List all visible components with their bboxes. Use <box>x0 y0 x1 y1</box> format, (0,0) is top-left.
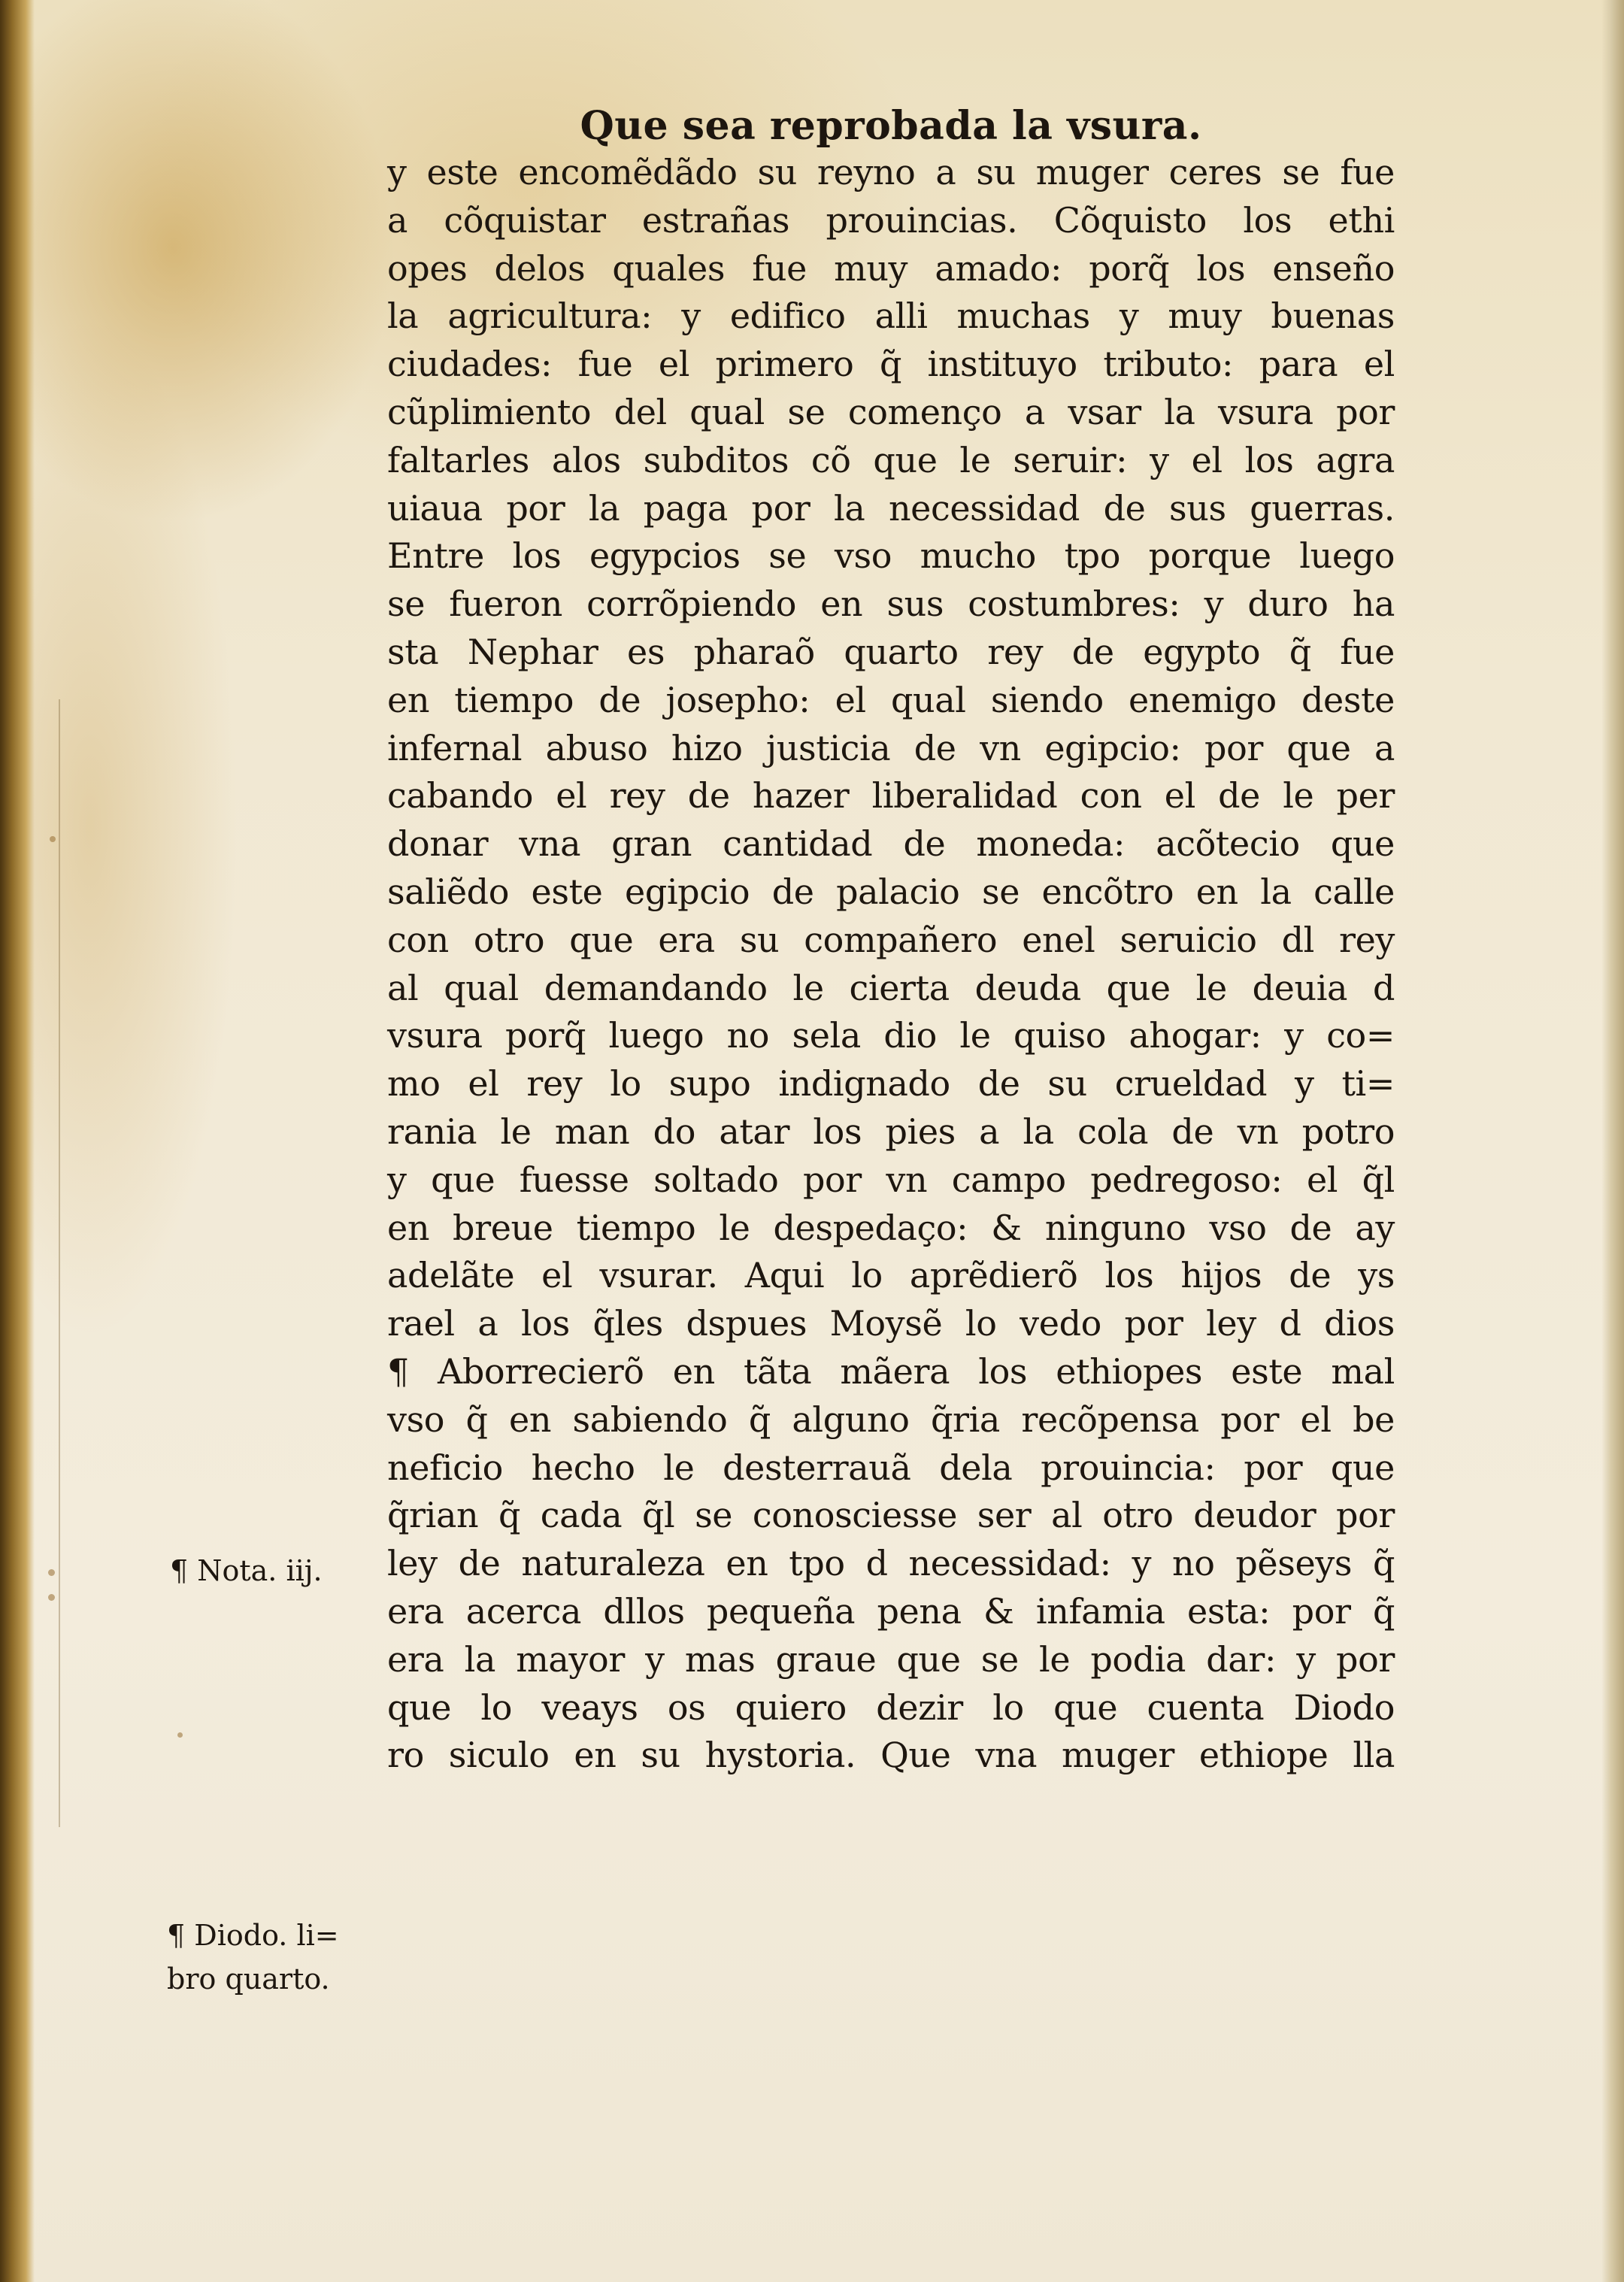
text-line: ciudades: fue el primero q̃ instituyo tributo: para el <box>387 344 1395 385</box>
ink-speck <box>177 1732 183 1738</box>
text-line: rania le man do atar los pies a la cola de vn potro <box>387 1111 1395 1152</box>
text-line: cabando el rey de hazer liberalidad con el de le per <box>387 775 1395 817</box>
text-line: sta Nephar es pharaõ quarto rey de egypto q̃ fue <box>387 631 1395 672</box>
margin-note-nota <box>170 1549 323 1593</box>
running-header: Que sea reprobada la vsura. <box>580 103 1202 149</box>
margin-note-diodoro-line1: ¶ Diodo. li= <box>167 1919 339 1952</box>
ink-speck <box>48 1594 55 1601</box>
text-line: vsura porq̃ luego no sela dio le quiso ahogar: y co= <box>387 1015 1395 1056</box>
page-fold-line <box>59 699 60 1827</box>
text-line: infernal abuso hizo justicia de vn egipcio: por que a <box>387 727 1395 768</box>
text-line: opes delos quales fue muy amado: porq̃ los enseño <box>387 247 1395 289</box>
ink-speck <box>48 1569 55 1576</box>
page-right-edge <box>1601 0 1624 2282</box>
text-line: al qual demandando le cierta deuda que le deuia d <box>387 967 1395 1008</box>
text-line: que lo veays os quiero dezir lo que cuenta Diodo <box>387 1686 1395 1728</box>
text-line: con otro que era su compañero enel seruicio dl rey <box>387 919 1395 960</box>
margin-note-diodoro <box>167 1914 339 2001</box>
text-line: ro siculo en su hystoria. Que vna muger ethiope lla <box>387 1735 1395 1776</box>
text-line: ley de naturaleza en tpo d necessidad: y no pẽseys q̃ <box>387 1543 1395 1584</box>
ink-speck <box>50 836 56 842</box>
text-line: adelãte el vsurar. Aqui lo aprẽdierõ los hijos de ys <box>387 1255 1395 1296</box>
text-line: neficio hecho le desterrauã dela prouincia: por que <box>387 1447 1395 1488</box>
text-line: la agricultura: y edifico alli muchas y muy buenas <box>387 295 1395 337</box>
margin-note-nota-text: ¶ Nota. iij. <box>170 1554 323 1587</box>
text-line: y este encomẽdãdo su reyno a su muger ceres se fue <box>387 152 1395 192</box>
text-line: Entre los egypcios se vso mucho tpo porque luego <box>387 535 1395 577</box>
text-line: donar vna gran cantidad de moneda: acõtecio que <box>387 823 1395 865</box>
text-line: rael a los q̃les dspues Moysẽ lo vedo por ley d dios <box>387 1303 1395 1344</box>
text-line: era acerca dllos pequeña pena & infamia esta: por q̃ <box>387 1590 1395 1632</box>
main-text-column <box>387 104 1395 1780</box>
text-line: en tiempo de josepho: el qual siendo enemigo deste <box>387 679 1395 720</box>
text-line: uiaua por la paga por la necessidad de sus guerras. <box>387 487 1395 529</box>
text-line: mo el rey lo supo indignado de su crueldad y ti= <box>387 1063 1395 1105</box>
text-lines <box>387 149 1395 1780</box>
text-line: y que fuesse soltado por vn campo pedregoso: el q̃l <box>387 1159 1395 1200</box>
margin-note-diodoro-line2: bro quarto. <box>167 1962 330 1996</box>
page-left-edge <box>0 0 35 2282</box>
text-line: cũplimiento del qual se començo a vsar la vsura por <box>387 391 1395 432</box>
text-line: se fueron corrõpiendo en sus costumbres: y duro ha <box>387 583 1395 625</box>
text-line: ¶ Aborrecierõ en tãta mãera los ethiopes este mal <box>387 1350 1395 1392</box>
text-line: saliẽdo este egipcio de palacio se encõtro en la calle <box>387 871 1395 912</box>
text-line: q̃rian q̃ cada q̃l se conosciesse ser al otro deudor por <box>387 1495 1395 1536</box>
text-line: a cõquistar estrañas prouincias. Cõquisto los ethi <box>387 199 1395 241</box>
text-line: en breue tiempo le despedaço: & ninguno vso de ay <box>387 1207 1395 1248</box>
text-line: vso q̃ en sabiendo q̃ alguno q̃ria recõpensa por el be <box>387 1399 1395 1440</box>
text-line: era la mayor y mas graue que se le podia dar: y por <box>387 1638 1395 1680</box>
text-line: faltarles alos subditos cõ que le seruir: y el los agra <box>387 439 1395 480</box>
